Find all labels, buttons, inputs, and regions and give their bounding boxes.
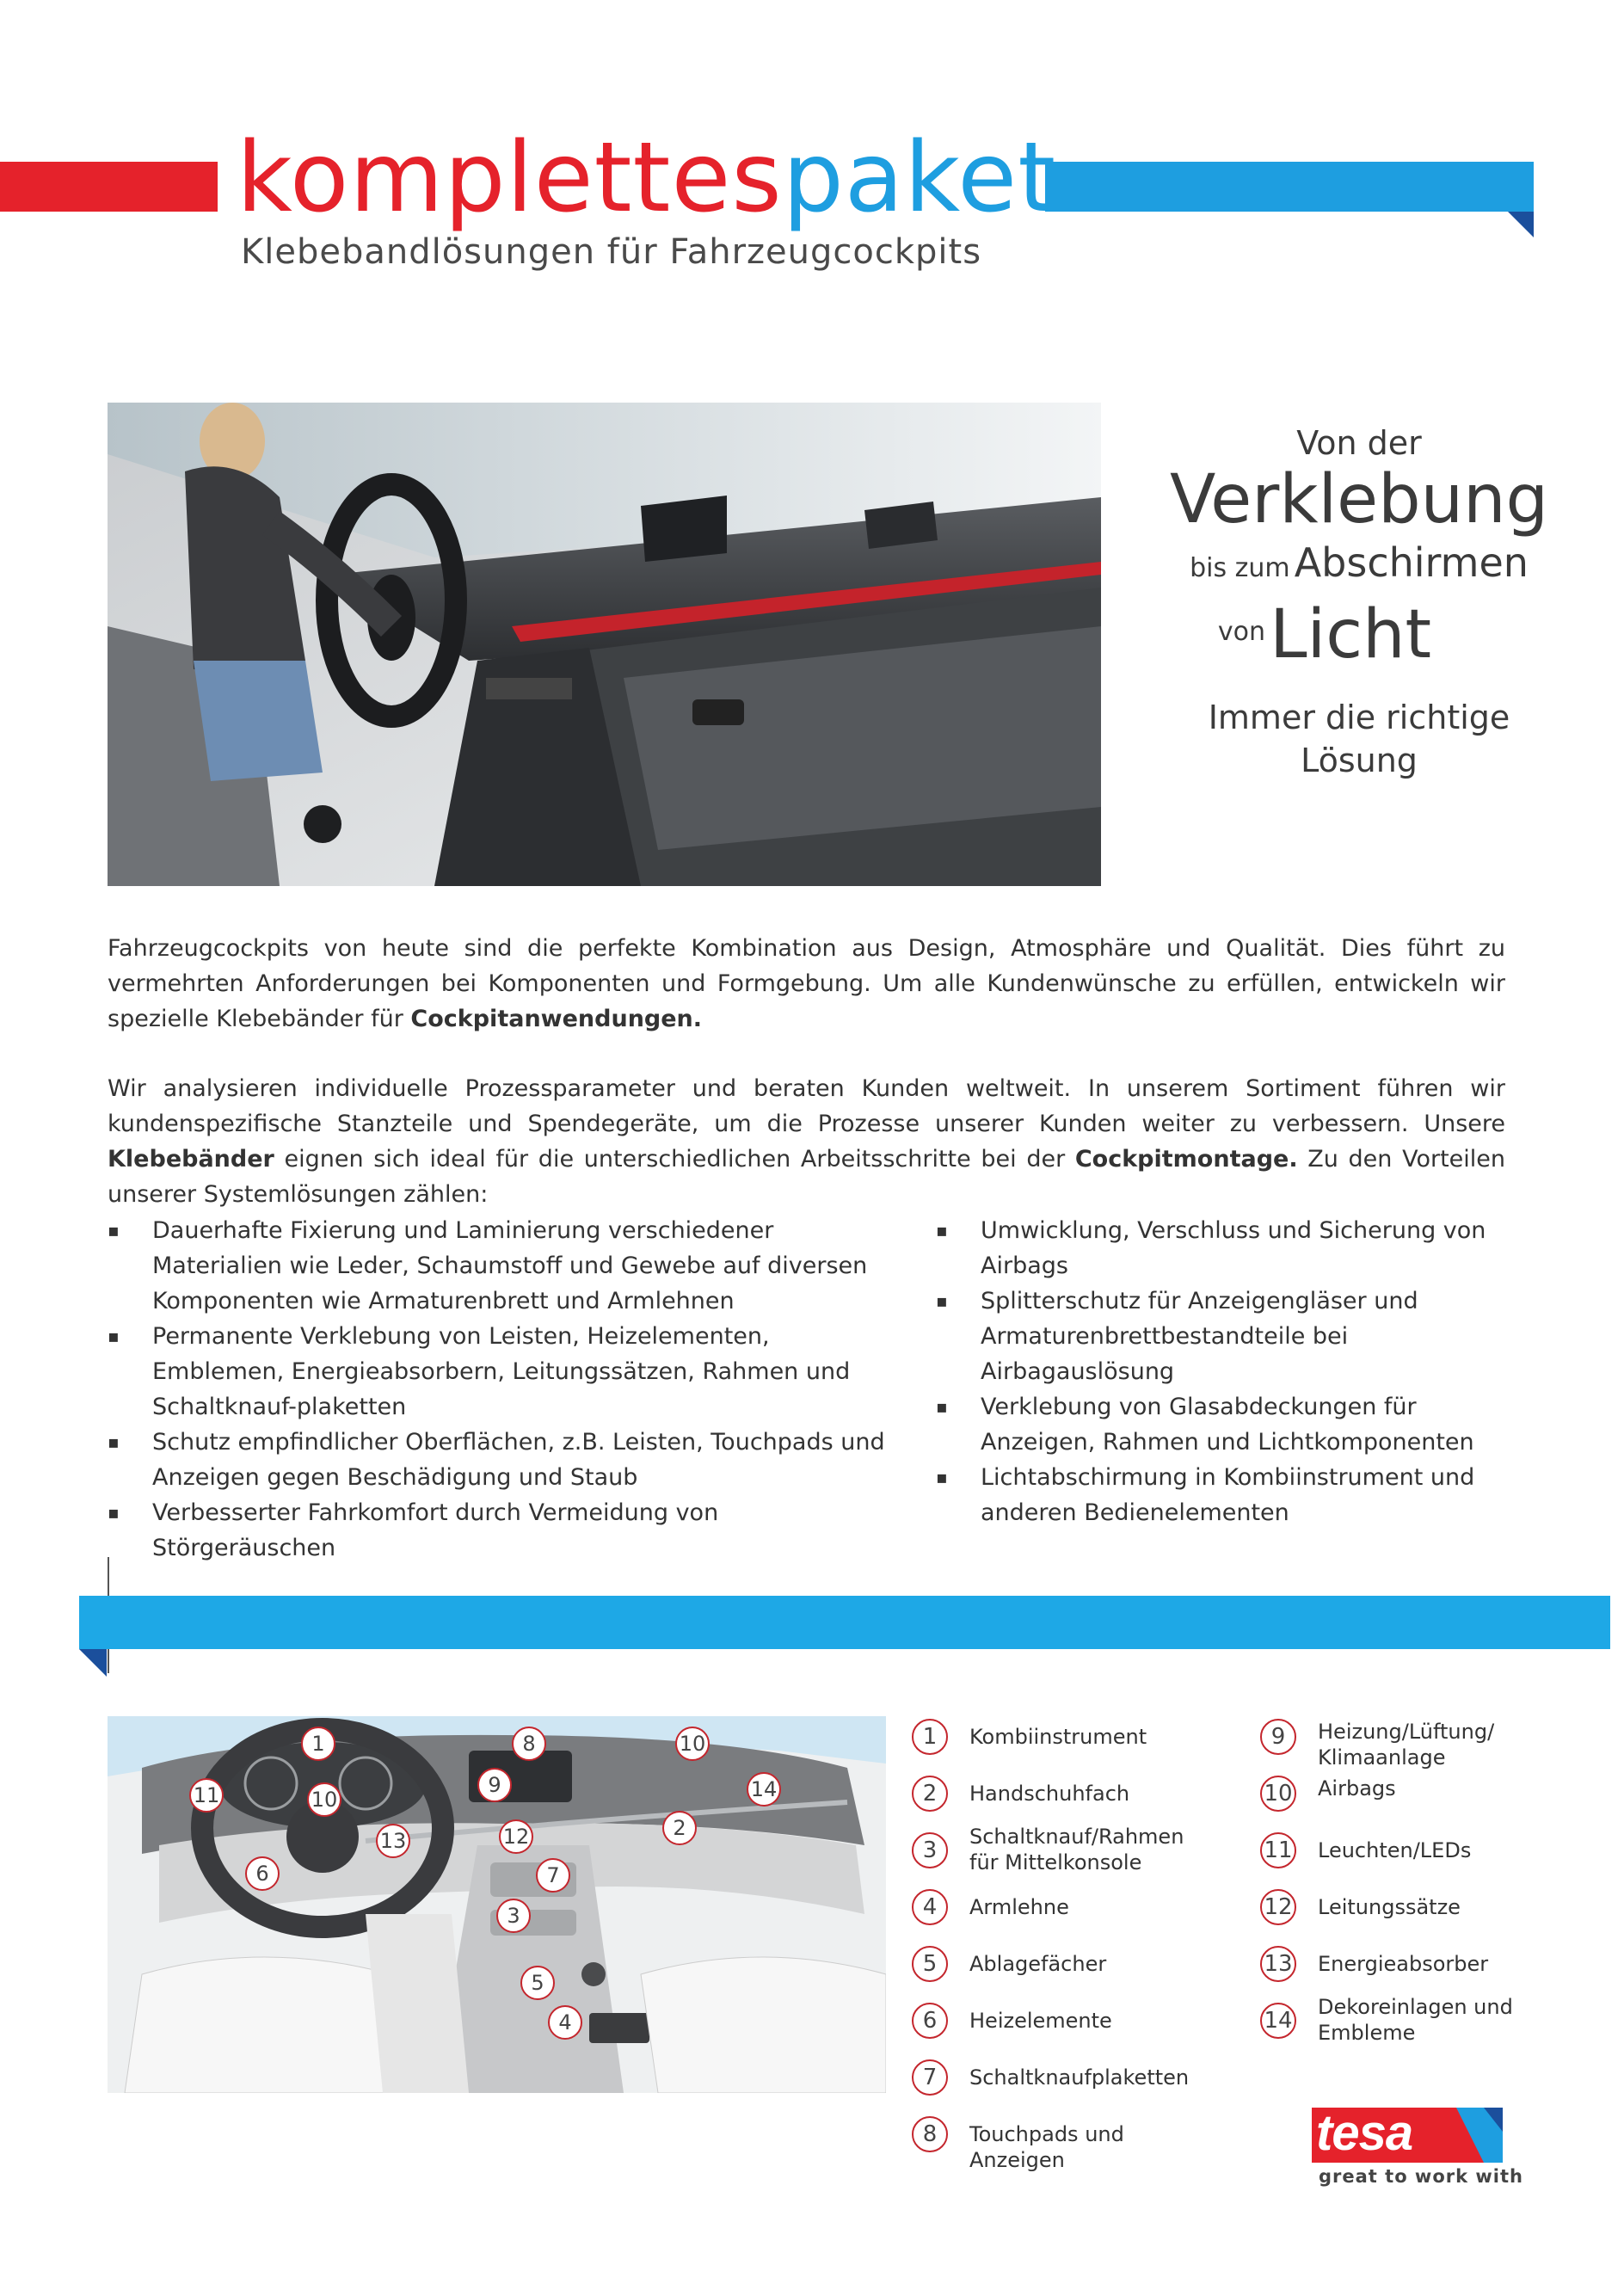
bullet-item: ▪ Permanente Verklebung von Leisten, Heizelementen, Emblemen, Energieabsorbern, Leitungssätzen, Rahmen und Schaltknauf-plaketten [108,1319,890,1425]
legend-number: 7 [912,2059,948,2096]
legend-number: 2 [912,1776,948,1812]
intro-paragraph-2 [108,1071,1505,1212]
slogan-line6: Lösung [1301,742,1418,779]
slogan-line4-small: von [1217,617,1265,647]
header-blue-fold [1508,212,1534,237]
slogan-line4 [1118,596,1531,689]
title-part-blue: paket [782,122,1057,234]
intro-p2-b: eignen sich ideal für die unterschiedlichen Arbeitsschritte bei der [274,1146,1075,1173]
tesa-logo-wordmark: tesa [1316,2105,1413,2161]
page-subtitle: Klebebandlösungen für Fahrzeugcockpits [241,232,982,272]
diagram-marker: 4 [548,2005,582,2040]
bullet-item: ▪ Dauerhafte Fixierung und Laminierung verschiedener Materialien wie Leder, Schaumstoff und Gewebe auf diversen Komponenten wie Armaturenbrett und Armlehnen [108,1213,890,1319]
bullet-item: ▪ Splitterschutz für Anzeigengläser und Armaturenbrettbestandteile bei Airbagauslösung [936,1283,1486,1389]
legend-number: 13 [1260,1946,1296,1982]
legend-label: Energieabsorber [1318,1952,1489,1976]
page-title [237,122,1056,234]
header-blue-bar [1045,162,1534,212]
slogan-line2: Verklebung [1169,461,1549,539]
legend-label: Heizelemente [969,2009,1112,2033]
diagram-marker: 2 [662,1811,697,1845]
title-part-red: komplettes [237,122,783,234]
legend-number: 9 [1260,1719,1296,1755]
legend-number: 4 [912,1889,948,1925]
diagram-marker: 3 [496,1899,531,1933]
legend-label: Kombiinstrument [969,1725,1147,1749]
bullet-item: ▪ Verbesserter Fahrkomfort durch Vermeidung von Störgeräuschen [108,1495,890,1566]
bullet-list-left [108,1213,890,1566]
intro-p2-a: Wir analysieren individuelle Prozessparameter und beraten Kunden weltweit. In unserem Sortiment führen wir kundenspezifische Stanzteile und Spendegeräte, um die Prozesse unserer Kunden weiter zu verbessern. Unsere [108,1075,1505,1137]
diagram-marker: 11 [189,1778,224,1813]
tesa-tagline: great to work with [1319,2166,1523,2187]
legend-number: 12 [1260,1889,1296,1925]
diagram-marker: 14 [747,1772,781,1807]
legend-label: Handschuhfach [969,1782,1130,1806]
header-red-bar [0,162,218,212]
slogan-line3 [1118,539,1600,596]
slogan-line4-big: Licht [1270,596,1432,674]
legend-label: Heizung/Lüftung/ Klimaanlage [1318,1720,1495,1770]
section-blue-fold [79,1649,107,1677]
bullet-item: ▪ Lichtabschirmung in Kombiinstrument und anderen Bedienelementen [936,1460,1486,1530]
legend-number: 11 [1260,1832,1296,1868]
bullet-item: ▪ Umwicklung, Verschluss und Sicherung von Airbags [936,1213,1486,1283]
intro-p1-bold: Cockpitanwendungen. [410,1006,703,1032]
section-blue-bar [79,1596,1610,1649]
intro-p2-bold2: Cockpitmontage. [1074,1146,1298,1173]
cockpit-diagram [108,1716,886,2093]
hero-image [108,403,1101,886]
intro-p2-c: Zu den Vorteilen unserer Systemlösungen zählen: [108,1146,1505,1208]
legend-label: Leuchten/LEDs [1318,1838,1472,1862]
legend-number: 8 [912,2116,948,2152]
legend-label: Airbags [1318,1776,1396,1800]
legend-label: Armlehne [969,1895,1069,1919]
legend-label: Leitungssätze [1318,1895,1461,1919]
diagram-marker: 12 [499,1819,533,1854]
diagram-marker: 8 [512,1727,546,1761]
diagram-marker: 6 [245,1856,280,1891]
legend-label: Ablagefächer [969,1952,1107,1976]
legend-number: 6 [912,2003,948,2039]
diagram-marker: 5 [520,1966,555,2000]
legend-number: 5 [912,1946,948,1982]
intro-p2-bold1: Klebebänder [108,1146,274,1173]
slogan-line5: Immer die richtige [1208,699,1510,736]
bullet-item: ▪ Schutz empfindlicher Oberflächen, z.B. Leisten, Touchpads und Anzeigen gegen Beschädigung und Staub [108,1425,890,1495]
slogan-line3-big: Abschirmen [1294,539,1529,586]
diagram-marker: 10 [307,1782,341,1817]
diagram-marker: 1 [301,1727,335,1761]
legend-number: 10 [1260,1776,1296,1812]
diagram-marker: 13 [376,1824,410,1858]
legend-label: Dekoreinlagen und Embleme [1318,1995,1513,2045]
slogan-line3-small: bis zum [1190,553,1290,583]
intro-p1-text: Fahrzeugcockpits von heute sind die perfekte Kombination aus Design, Atmosphäre und Qualität. Dies führt zu vermehrten Anforderungen bei Komponenten und Formgebung. Um alle Kundenwünsche zu erfüllen, entwickeln wir spezielle Klebebänder für [108,935,1505,1032]
diagram-marker: 7 [536,1858,570,1893]
slogan-block [1118,422,1600,782]
bullet-list-right [936,1213,1486,1530]
legend-label: Touchpads und Anzeigen [969,2122,1124,2172]
slogan-line1: Von der [1296,424,1422,462]
bullet-item: ▪ Verklebung von Glasabdeckungen für Anzeigen, Rahmen und Lichtkomponenten [936,1389,1486,1460]
legend-number: 3 [912,1832,948,1868]
legend-label: Schaltknauf/Rahmen für Mittelkonsole [969,1825,1184,1874]
diagram-marker: 9 [477,1768,512,1802]
legend [912,1719,1624,2172]
legend-number: 14 [1260,2003,1296,2039]
legend-number: 1 [912,1719,948,1755]
intro-paragraph-1 [108,931,1505,1037]
legend-label: Schaltknaufplaketten [969,2065,1190,2090]
diagram-marker: 10 [675,1727,710,1761]
